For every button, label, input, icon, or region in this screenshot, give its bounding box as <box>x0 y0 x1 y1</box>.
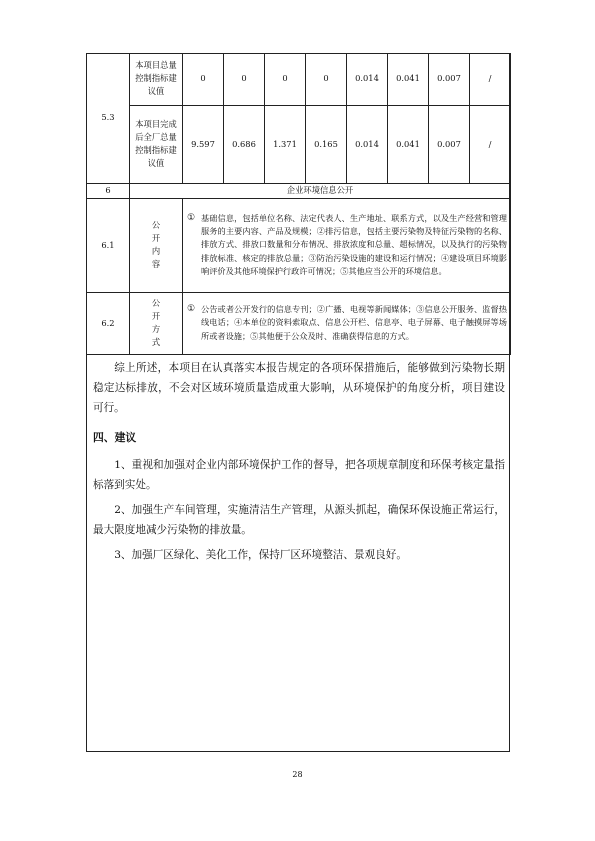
conclusion-paragraph: 综上所述，本项目在认真落实本报告规定的各项环保措施后，能够做到污染物长期稳定达标排放，不会对区域环境质量造成重大影响，从环境保护的角度分析，项目建设可行。 <box>93 362 505 414</box>
table-cell: / <box>470 105 511 183</box>
row-number: 6.1 <box>87 198 130 292</box>
disclosure-content-text: 基础信息，包括单位名称、法定代表人、生产地址、联系方式，以及生产经营和管理服务的主要内容、产品及规模；②排污信息，包括主要污染物及特征污染物的名称、排放方式、排放口数量和分布情况、排放浓度和总量、超标情况，以及执行的污染物排放标准、核定的排放总量；③防治污染设施的建设和运行情况；④建设项目环境影响评价及其他环境保护行政许可情况；⑤其他应当公开的环境信息。 <box>201 212 507 276</box>
table-cell: 0 <box>183 53 224 105</box>
table-row <box>87 105 511 183</box>
table-cell: 0.041 <box>388 53 429 105</box>
row-number: 6.2 <box>87 292 130 354</box>
section-heading: 四、建议 <box>93 431 137 444</box>
table-row <box>87 198 511 292</box>
list-marker: ① <box>187 304 196 315</box>
pollutant-table <box>86 53 511 355</box>
table-cell: 0.686 <box>224 105 265 183</box>
table-cell: 0 <box>224 53 265 105</box>
table-cell: 9.597 <box>183 105 224 183</box>
table-cell: 0.007 <box>429 53 470 105</box>
table-cell: 0 <box>265 53 306 105</box>
row-number: 5.3 <box>87 53 130 183</box>
table-cell: 1.371 <box>265 105 306 183</box>
table-row <box>87 183 511 198</box>
suggestion-item: 2、加强生产车间管理，实施清洁生产管理，从源头抓起，确保环保设施正常运行，最大限度地减少污染物的排放量。 <box>93 504 505 536</box>
table-row <box>87 292 511 354</box>
table-cell: / <box>470 53 511 105</box>
table-cell: 0.014 <box>347 105 388 183</box>
table-cell: 0.007 <box>429 105 470 183</box>
table-cell: 0 <box>306 53 347 105</box>
row-label: 本项目完成后全厂总量控制指标建议值 <box>130 105 183 183</box>
suggestion-item: 1、重视和加强对企业内部环境保护工作的督导，把各项规章制度和环保考核定量指标落到实处。 <box>93 459 505 491</box>
row-label: 本项目总量控制指标建议值 <box>130 53 183 105</box>
table-row <box>87 53 511 105</box>
table-cell: 0.014 <box>347 53 388 105</box>
row-label: 公开内容 <box>130 198 183 292</box>
page-number: 28 <box>292 770 303 779</box>
section-title: 企业环境信息公开 <box>130 183 511 198</box>
suggestion-item: 3、加强厂区绿化、美化工作，保持厂区环境整洁、景观良好。 <box>114 549 407 561</box>
disclosure-content-cell <box>183 198 511 292</box>
table-cell: 0.165 <box>306 105 347 183</box>
list-marker: ① <box>187 212 196 223</box>
disclosure-method-cell <box>183 292 511 354</box>
table-cell: 0.041 <box>388 105 429 183</box>
row-label: 公开方式 <box>130 292 183 354</box>
disclosure-method-text: 公告或者公开发行的信息专刊；②广播、电视等新闻媒体；③信息公开服务、监督热线电话；④本单位的资料索取点、信息公开栏、信息亭、电子屏幕、电子触摸屏等场所或者设施；⑤其他便于公众及时、准确获得信息的方式。 <box>201 304 507 341</box>
row-number: 6 <box>87 183 130 198</box>
